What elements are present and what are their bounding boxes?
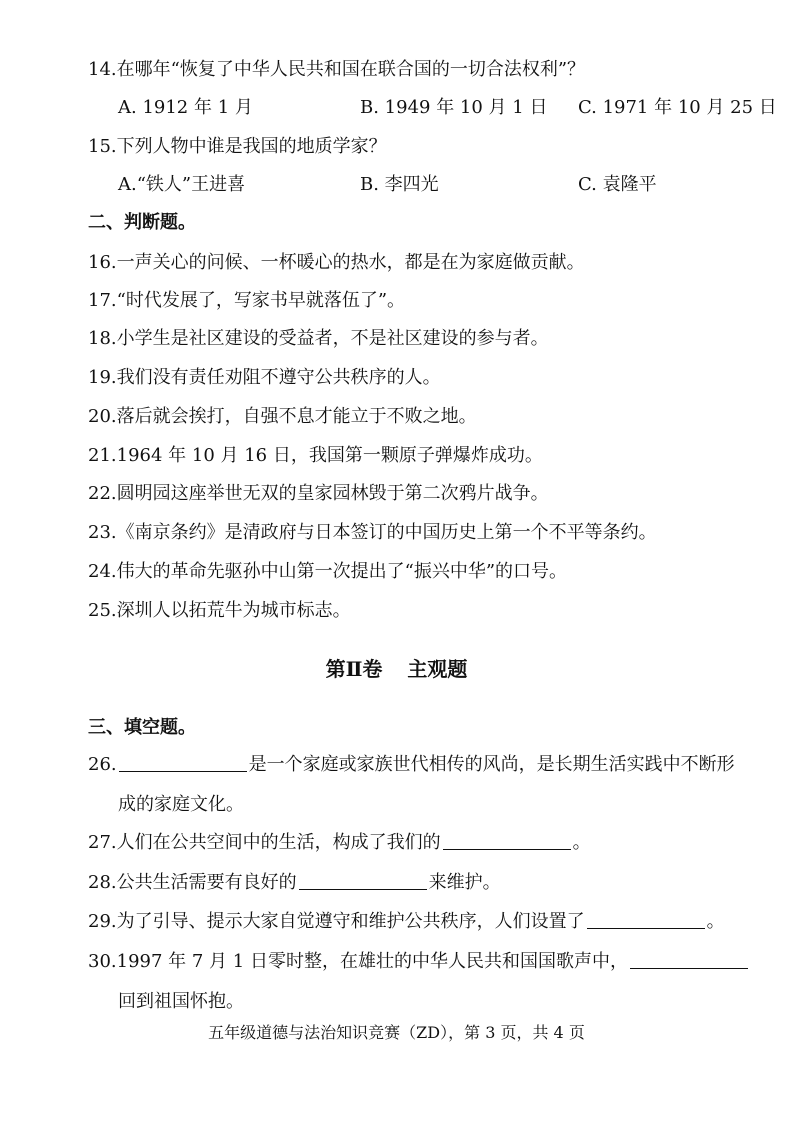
option-c: C. 1971 年 10 月 25 日 bbox=[578, 97, 777, 118]
section-3-title: 三、填空题。 bbox=[88, 717, 196, 738]
judgment-19: 19.我们没有责任劝阻不遵守公共秩序的人。 bbox=[88, 367, 441, 388]
answer-blank[interactable] bbox=[119, 753, 247, 772]
fill-27-end: 。 bbox=[572, 832, 591, 853]
fill-26 bbox=[88, 753, 763, 777]
judgment-23: 23.《南京条约》是清政府与日本签订的中国历史上第一个不平等条约。 bbox=[88, 522, 657, 543]
answer-blank[interactable] bbox=[443, 831, 571, 850]
fill-30 bbox=[88, 950, 763, 974]
fill-26-number: 26. bbox=[88, 754, 117, 775]
part-2-title: 第Ⅱ卷 主观题 bbox=[325, 657, 468, 681]
section-2-title: 二、判断题。 bbox=[88, 212, 196, 233]
fill-28-end: 来维护。 bbox=[428, 872, 501, 893]
question-14: 14.在哪年“恢复了中华人民共和国在联合国的一切合法权利”？ bbox=[88, 59, 586, 80]
option-c: C. 袁隆平 bbox=[578, 174, 657, 195]
fill-30-text: 30.1997 年 7 月 1 日零时整，在雄壮的中华人民共和国国歌声中， bbox=[88, 951, 628, 972]
option-a: A.“铁人”王进喜 bbox=[118, 174, 246, 195]
judgment-18: 18.小学生是社区建设的受益者，不是社区建设的参与者。 bbox=[88, 328, 549, 349]
answer-blank[interactable] bbox=[299, 871, 427, 890]
judgment-16: 16.一声关心的问候、一杯暖心的热水，都是在为家庭做贡献。 bbox=[88, 252, 585, 273]
judgment-20: 20.落后就会挨打，自强不息才能立于不败之地。 bbox=[88, 406, 477, 427]
fill-29-text: 29.为了引导、提示大家自觉遵守和维护公共秩序，人们设置了 bbox=[88, 911, 585, 932]
judgment-22: 22.圆明园这座举世无双的皇家园林毁于第二次鸦片战争。 bbox=[88, 483, 549, 504]
answer-blank[interactable] bbox=[587, 910, 705, 929]
fill-27-text: 27.人们在公共空间中的生活，构成了我们的 bbox=[88, 832, 441, 853]
judgment-21: 21.1964 年 10 月 16 日，我国第一颗原子弹爆炸成功。 bbox=[88, 445, 543, 466]
fill-26-text: 是一个家庭或家族世代相传的风尚，是长期生活实践中不断形 bbox=[248, 754, 735, 775]
fill-27 bbox=[88, 831, 763, 855]
judgment-17: 17.“时代发展了，写家书早就落伍了”。 bbox=[88, 290, 406, 311]
fill-29-end: 。 bbox=[706, 911, 725, 932]
fill-29 bbox=[88, 910, 763, 934]
question-14-options bbox=[118, 96, 778, 120]
fill-26-continuation: 成的家庭文化。 bbox=[118, 794, 244, 815]
fill-28 bbox=[88, 871, 763, 895]
page-footer: 五年级道德与法治知识竞赛（ZD），第 3 页，共 4 页 bbox=[208, 1023, 585, 1042]
option-b: B. 1949 年 10 月 1 日 bbox=[360, 97, 548, 118]
question-15: 15.下列人物中谁是我国的地质学家？ bbox=[88, 136, 387, 157]
fill-28-text: 28.公共生活需要有良好的 bbox=[88, 872, 297, 893]
fill-30-continuation: 回到祖国怀抱。 bbox=[118, 991, 244, 1012]
option-a: A. 1912 年 1 月 bbox=[118, 97, 253, 118]
question-15-options bbox=[118, 173, 778, 197]
judgment-24: 24.伟大的革命先驱孙中山第一次提出了“振兴中华”的口号。 bbox=[88, 561, 568, 582]
answer-blank[interactable] bbox=[630, 950, 748, 969]
option-b: B. 李四光 bbox=[360, 174, 439, 195]
judgment-25: 25.深圳人以拓荒牛为城市标志。 bbox=[88, 600, 351, 621]
